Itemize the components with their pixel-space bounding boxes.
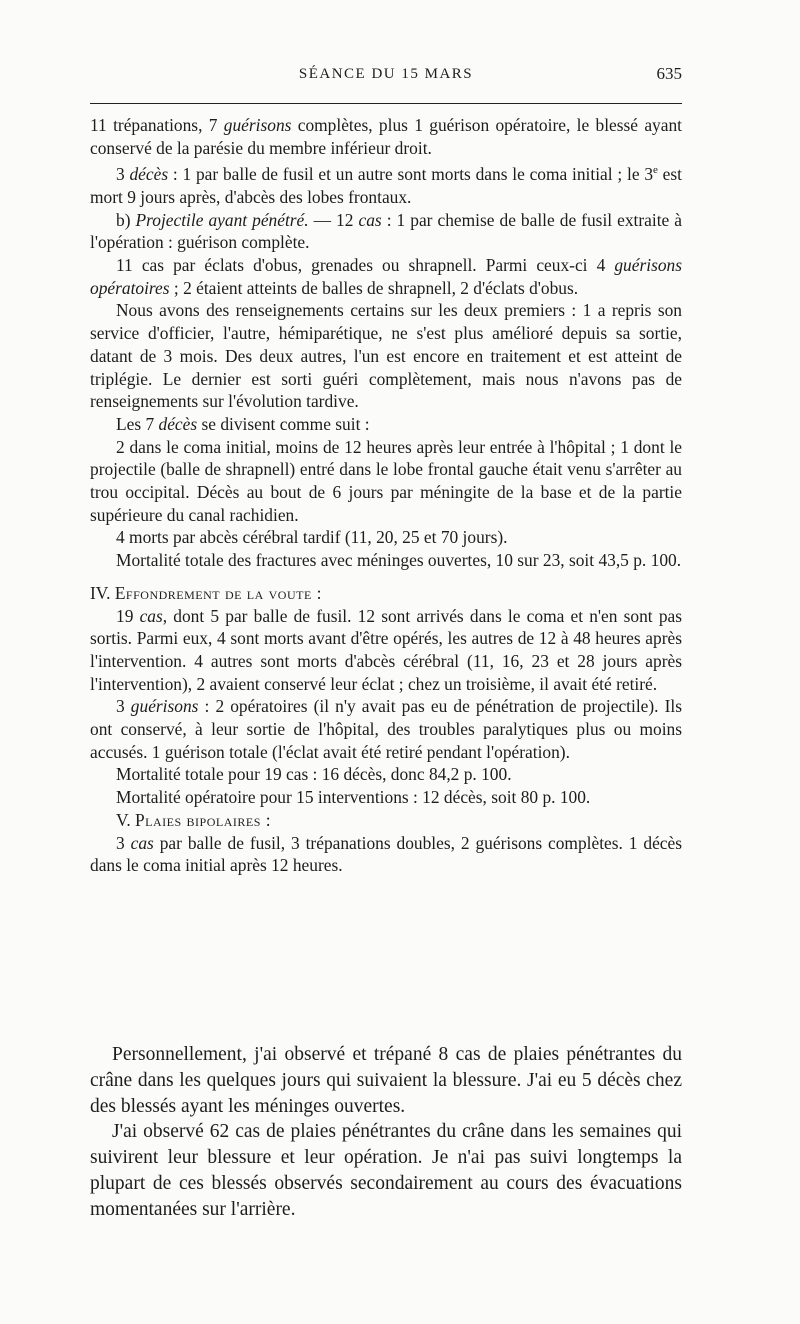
text-run: : 2 opératoires (il n'y avait pas eu de pénétration de projectile). Ils ont conservé, à leur sortie de l'hôpital, des troubles paralytiques plus ou moins accusés. 1 guérison totale (l'éclat avait été retiré pendant l'opération). [90,696,683,762]
paragraph [90,114,682,159]
paragraph [90,159,682,208]
text-run: b) [116,209,136,230]
paragraph [90,695,682,763]
paragraph [90,809,682,832]
main-text-small [90,114,682,877]
text-run: 3 [116,696,131,717]
paragraph [90,549,682,572]
paragraph [90,299,682,413]
text-run: Les 7 [116,413,159,434]
text-run: : 1 par chemise de balle de fusil extraite à l'opération : guérison complète. [90,209,683,253]
text-run: 11 trépanations, 7 [90,115,224,135]
text-run: 19 [116,605,140,626]
text-run: e [653,164,658,177]
text-run: guérisons [130,696,199,717]
page-header [90,62,682,88]
running-title: SÉANCE DU 15 MARS [298,66,474,82]
text-run: IV. [90,582,115,603]
text-run: 3 [116,164,130,185]
paragraph [90,254,682,299]
paragraph: Personnellement, j'ai observé et trépané 8 cas de plaies pénétrantes du crâne dans les quelques jours qui suivaient la blessure. J'ai eu 5 décès chez des blessés ayant les méninges ouvertes. [90,1044,682,1117]
paragraph: J'ai observé 62 cas de plaies pénétrantes du crâne dans les semaines qui suivirent leur blessure et leur opération. Je n'ai pas suivi longtemps la plupart de ces blessés observés secondairement au cours des évacuations momentanées sur l'arrière. [90,1121,682,1220]
paragraph [90,763,682,786]
text-run: Mortalité totale pour 19 cas : 16 décès, donc 84,2 p. 100. [116,764,512,785]
paragraph [90,605,682,696]
text-run: — 12 [308,209,359,230]
paragraph [90,786,682,809]
text-run: se divisent comme suit : [197,413,370,434]
text-run: guérisons opératoires [90,255,682,298]
text-run: : 1 par balle de fusil et un autre sont morts dans le coma initial ; le 3 [168,164,654,185]
page-number: 635 [656,64,682,83]
text-run: Plaies bipolaires : [135,809,272,830]
header-rule [90,103,682,104]
text-run: cas [130,832,154,853]
paragraph [90,832,682,877]
text-run: est mort 9 jours après, d'abcès des lobes frontaux. [90,164,683,207]
text-run: Nous avons des renseignements certains sur les deux premiers : 1 a repris son service d'officier, l'autre, hémiparétique, ne s'est plus amélioré depuis sa sortie, datant de 3 mois. Des deux autres, l'un est encore en traitement et est atteint de triplégie. Le dernier est sorti guéri complètement, mais nous n'avons pas de renseignements sur l'évolution tardive. [90,300,682,412]
paragraph [90,413,682,436]
text-run: complètes, plus 1 guérison opératoire, le blessé ayant conservé de la parésie du membre inférieur droit. [90,115,682,158]
section-heading [90,582,682,605]
text-run: cas [358,209,382,230]
paragraph [90,436,682,527]
text-run: Mortalité totale des fractures avec méninges ouvertes, 10 sur 23, soit 43,5 p. 100. [116,550,682,571]
text-run: décès [158,413,198,434]
text-run: ; 2 étaient atteints de balles de shrapnell, 2 d'éclats d'obus. [169,277,579,298]
paragraph [90,526,682,549]
text-run: , dont 5 par balle de fusil. 12 sont arrivés dans le coma et n'en sont pas sortis. Parmi eux, 4 sont morts avant d'être opérés, les autres de 12 à 48 heures après l'intervention. 4 autres sont morts d'abcès cérébral (11, 16, 23 et 28 jours après l'intervention), 2 avaient conservé leur éclat ; chez un troisième, il avait été retiré. [90,605,682,694]
main-text-large [90,1042,682,1223]
text-run: Effondrement de la voute : [114,582,322,603]
paragraph [90,209,682,254]
text-run: cas [139,605,163,626]
text-run: 11 cas par éclats d'obus, grenades ou shrapnell. Parmi ceux-ci 4 [116,255,615,276]
text-run: 3 [116,832,131,853]
text-run: guérisons [223,115,292,135]
text-run: Mortalité opératoire pour 15 interventions : 12 décès, soit 80 p. 100. [116,787,591,808]
text-run: par balle de fusil, 3 trépanations doubles, 2 guérisons complètes. 1 décès dans le coma initial après 12 heures. [90,832,682,876]
text-run: 2 dans le coma initial, moins de 12 heures après leur entrée à l'hôpital ; 1 dont le projectile (balle de shrapnell) entré dans le lobe frontal gauche était venu s'arrêter au trou occipital. Décès au bout de 6 jours par méningite de la base et de la partie supérieure du canal rachidien. [90,436,682,525]
text-run: Projectile ayant pénétré. [135,209,309,230]
text-run: V. [116,809,136,830]
text-run: décès [129,164,169,185]
text-run: 4 morts par abcès cérébral tardif (11, 20, 25 et 70 jours). [116,527,508,548]
